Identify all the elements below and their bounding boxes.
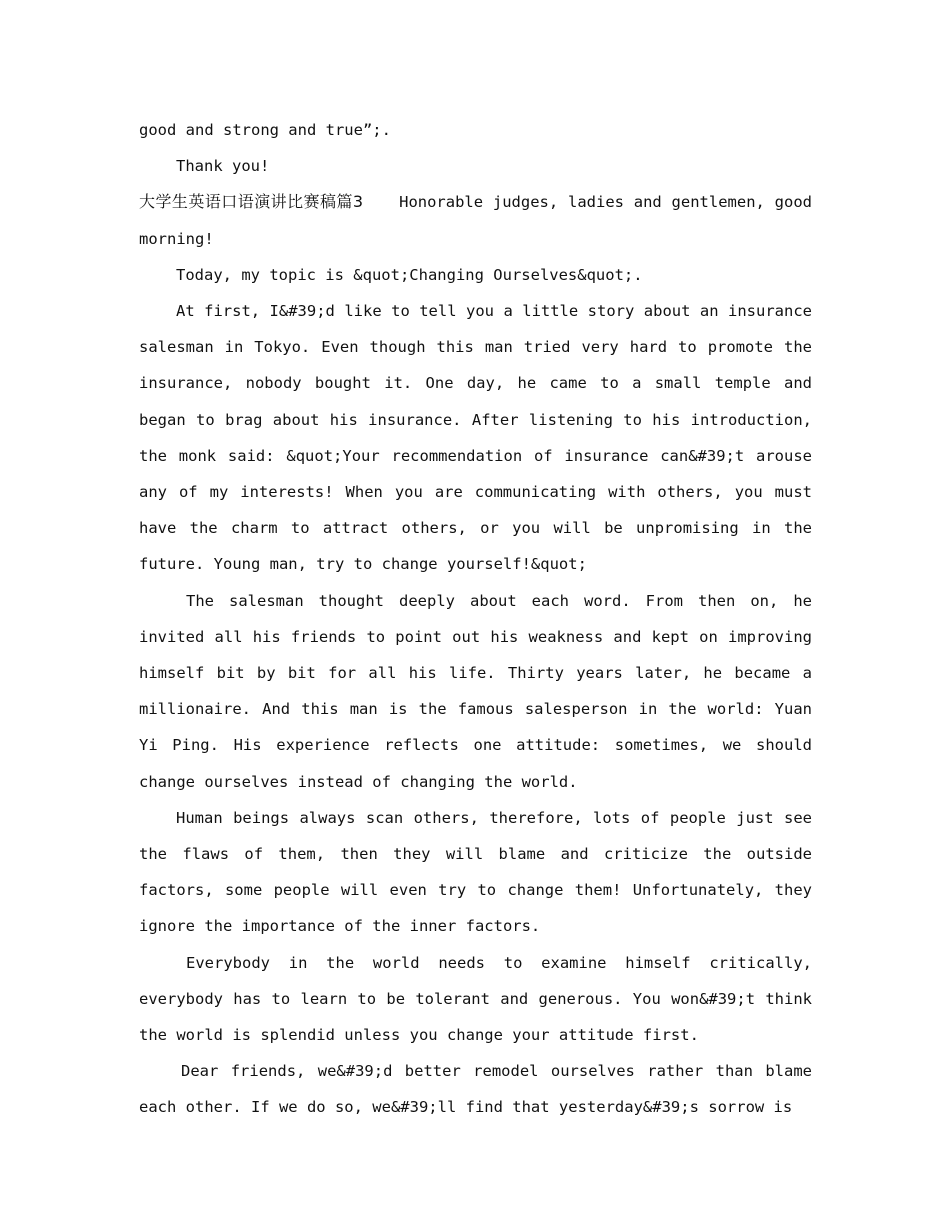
paragraph-dear-friends: Dear friends, we&#39;d better remodel ourselves rather than blame each other. If we do so, we&#39;ll find that yesterday&#39;s sorrow is [139, 1062, 812, 1117]
paragraph-continuation: good and strong and true”;. [139, 121, 391, 139]
paragraph-topic: Today, my topic is &quot;Changing Ourselves&quot;. [176, 265, 643, 284]
greeting-text: Honorable judges, ladies and gentlemen, good morning! [139, 193, 812, 248]
paragraph-heading-line [139, 184, 812, 256]
paragraph-everybody: Everybody in the world needs to examine himself critically, everybody has to learn to be tolerant and generous. You won&#39;t think the world is splendid unless you change your attitude first. [139, 953, 812, 1045]
section-heading: 大学生英语口语演讲比赛稿篇3 [139, 192, 364, 212]
document-page [139, 112, 812, 1126]
paragraph-salesman: The salesman thought deeply about each word. From then on, he invited all his friends to point out his weakness and kept on improving himself bit by bit for all his life. Thirty years later, he became a millionaire. And this man is the famous salesperson in the world: Yuan Yi Ping. His experience reflects one attitude: sometimes, we should change ourselves instead of changing the world. [139, 591, 812, 791]
paragraph-story: At first, I&#39;d like to tell you a little story about an insurance salesman in Tokyo. Even though this man tried very hard to promote the insurance, nobody bought it. One day, he came to a small temple and began to brag about his insurance. After listening to his introduction, the monk said: &quot;Your recommendation of insurance can&#39;t arouse any of my interests! When you are communicating with others, you must have the charm to attract others, or you will be unpromising in the future. Young man, try to change yourself!&quot; [139, 302, 812, 574]
paragraph-thank-you: Thank you! [176, 157, 270, 176]
paragraph-human-beings: Human beings always scan others, therefore, lots of people just see the flaws of them, then they will blame and criticize the outside factors, some people will even try to change them! Unfortunately, they ignore the importance of the inner factors. [139, 808, 812, 936]
